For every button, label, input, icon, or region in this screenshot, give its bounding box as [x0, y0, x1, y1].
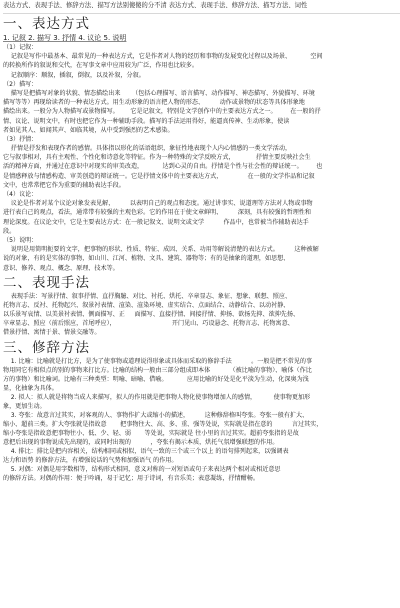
text-line: 显，化抽象为具体。: [3, 384, 58, 392]
text-line: 5. 对偶：对偶是用字数相等，结构形式相同，意义对称的一对短语或句子来表达两个相对或相近意思: [3, 465, 281, 473]
text-line: 它与叙事相对，具有主观性、个性化和诗意化等特征。作为一种特殊的文学反映方式， 抒情主要反映社会生: [3, 154, 311, 162]
text-line: 缩小、超前三类。扩大夸张就是指故意 把事物往大、高、多、重、强等处说，实际就是指在意的 言过其实，: [3, 420, 323, 428]
text-line: 说的对象，有的是实体的事物，如山川、江河、植物、文具、建筑、器物等；有的是抽象的道理，如思想、: [3, 255, 290, 263]
text-line: 表现手法：写景抒情、叙事抒情、直抒胸臆、对比、衬托、烘托、卒章显志、象征、想象、联想、照应、: [3, 292, 292, 300]
section-body: [3, 43, 400, 273]
text-line: 象，更加生动。: [3, 402, 46, 410]
section-body: [3, 292, 400, 338]
text-line: 缩小夸张是指故意把事物往小、低、少、轻、弱 等处说，实际就是 往小里的言过其实。超前夸张指的是故: [3, 429, 299, 437]
text-line: 物用同它有相似点的别的事物来打比方。比喻的结构一般由三部分组成即本体 （被比喻的事物）、喻体（作比: [3, 366, 312, 374]
text-line: 方的事物）和比喻词。比喻有三种类型：明喻、暗喻、借喻。 应用比喻的好处是化平淡为生动，化深奥为浅: [3, 375, 309, 383]
section-title: 一、表达方式: [3, 16, 90, 32]
text-line: 活的精神方面，并通过在意识中对现实的审美改造， 达到心灵的自由。抒情是个性与社会性的辩证统一。 也: [3, 163, 323, 171]
text-line: 记叙是写作中最基本、最常见的一种表达方式，它是作者对人物的经历和事物的发展变化过程以及场景、 空间: [3, 53, 323, 61]
section-expression-methods: [3, 16, 400, 273]
section-body: [3, 357, 400, 483]
text-line: 2. 拟人：拟人就是将物当成人来描写，拟人的作用就是把事物人物化使事物增加人的感情， 使事物更加形: [3, 393, 311, 401]
text-line: 意识、修养、观点、概念、原理、技术等。: [3, 264, 119, 272]
text-line: 描写是把描写对象的状貌、情态描绘出来 （包括心理描写、语言描写、动作描写、神态描写、外貌描写、环境: [3, 89, 315, 97]
text-line: 是情感释放与情感构造、审美创造的辩证统一。它是抒情文体中的主要表达方式， 在一般的文学作品和记叙: [3, 172, 315, 180]
text-line: 文中，也常常把它作为重要的辅助表达手段。: [3, 181, 125, 189]
text-line: 说明是用简明扼要的文字，把事物的形状、性质、特征、成因、关系、功用等解说清楚的表达方式。 这种被解: [3, 246, 319, 254]
text-line: 进行表白己的观点，看法，通常带有较强的主观色彩。它的作用在于使文章鲜明、 深刻，具有较强的哲理性和: [3, 209, 311, 217]
text-line: 描写等等）再现给读者的一种表达方式。用生动形象的语言把人物的形态、 动作或景物的状态等具体形象地: [3, 99, 305, 107]
text-line: 以乐景写哀情、以美景衬表情、侧面描写、正 面描写、直接抒情、间接抒情、抑扬、欲扬先抑、欲抑先扬、: [3, 311, 300, 319]
text-line: （5）说明：: [3, 236, 38, 244]
text-line: 借景抒情、寓情于景、情景交融等。: [3, 329, 101, 337]
section-presentation-techniques: [3, 275, 400, 338]
text-line: 情、议论、说明文中，有时也把它作为一种辅助手段。描写的手法运用得好，能逼真传神、生动形象，使读: [3, 117, 290, 125]
section-subtitle: 1. 记叙 2. 描写 3. 抒情 4. 议论 5. 说明: [3, 34, 127, 42]
text-line: 抒情是抒发和表现作者的感情。具体指以形化的话语组织，象征性地表现个人内心情感的一类文学活动，: [3, 145, 292, 153]
text-line: 达力和语势 的修辞方法，有增强说话的气势和加强语气 的作用。: [3, 456, 178, 464]
text-line: 托物言志、反衬、托物起兴、叙景衬表情、渲染、渲染环境、虚实结合、点面结合、动静结合、以动衬静、: [3, 301, 290, 309]
text-line: 卒章显志、照应（前后照应，首尾呼应）， 开门见山、巧设悬念、托物言志、托物寓意、: [3, 320, 294, 328]
text-line: 意把后出现的事物说成先出现的，或同时出现的 ，夸张有揭示本质，烘托气氛增强联想的作用。: [3, 438, 279, 446]
text-line: 段。: [3, 227, 16, 235]
text-line: （2）描写：: [3, 80, 38, 88]
text-line: 的转换所作的叙说和交代，在写事文章中应用较为广泛，作用也比较多。: [3, 62, 198, 70]
text-line: 1. 比喻：比喻就是打比方，是为了使事物或道理说得形象或具体而采取的修辞手法 。一般是把不常见的事: [3, 357, 313, 365]
text-line: 描绘出来。一般分为人物描写或景物描写。 它是记叙文，特别是文学创作中的主要表达方式之一。 在一般的抒: [3, 108, 321, 116]
section-title: 三、修辞方法: [3, 339, 90, 356]
text-line: 理论深度。在议论文中，它是主要表达方式：在一般记叙文、说明文或文学 作品中，也常被当作辅助表达手: [3, 218, 309, 226]
text-line: （1）记叙：: [3, 44, 38, 51]
document-header-line: 表达方式、表现手法、修辞方法、描写方法别傻傻的分不清 表达方式、表现手法、修辞方法、描写方法、词性: [3, 0, 400, 14]
text-line: 者如见其人、如闻其声、如临其境，从中受到强烈的艺术感染。: [3, 126, 174, 134]
text-line: 4. 排比：排比是把内容相关，结构相同或相似，语气一致的三个或三个以上 的语句排列起来，以强调表: [3, 447, 289, 455]
text-line: （3）抒情：: [3, 135, 38, 143]
text-line: 的修辞方法。对偶的作用：便于吟诵，易于记忆；用于诗词，有音乐美；表意凝练，抒情酣畅。: [3, 474, 259, 482]
section-title: 二、表现手法: [3, 274, 90, 291]
section-rhetorical-devices: [3, 340, 400, 483]
text-line: 记叙顺序：顺叙，插叙，倒叙，以及补叙，分叙。: [3, 71, 145, 79]
text-line: （4）议论：: [3, 191, 38, 198]
text-line: 3. 夸张：故意言过其实，对客观的人、事物作扩大或缩小的描述， 这种修辞格叫夸张。夸张一般有扩大、: [3, 411, 309, 419]
text-line: 议论是作者对某个议论对象发表见解， 以表明自己的观点和态度。通过讲事实、说道理等方法对人物或事物: [3, 200, 313, 208]
